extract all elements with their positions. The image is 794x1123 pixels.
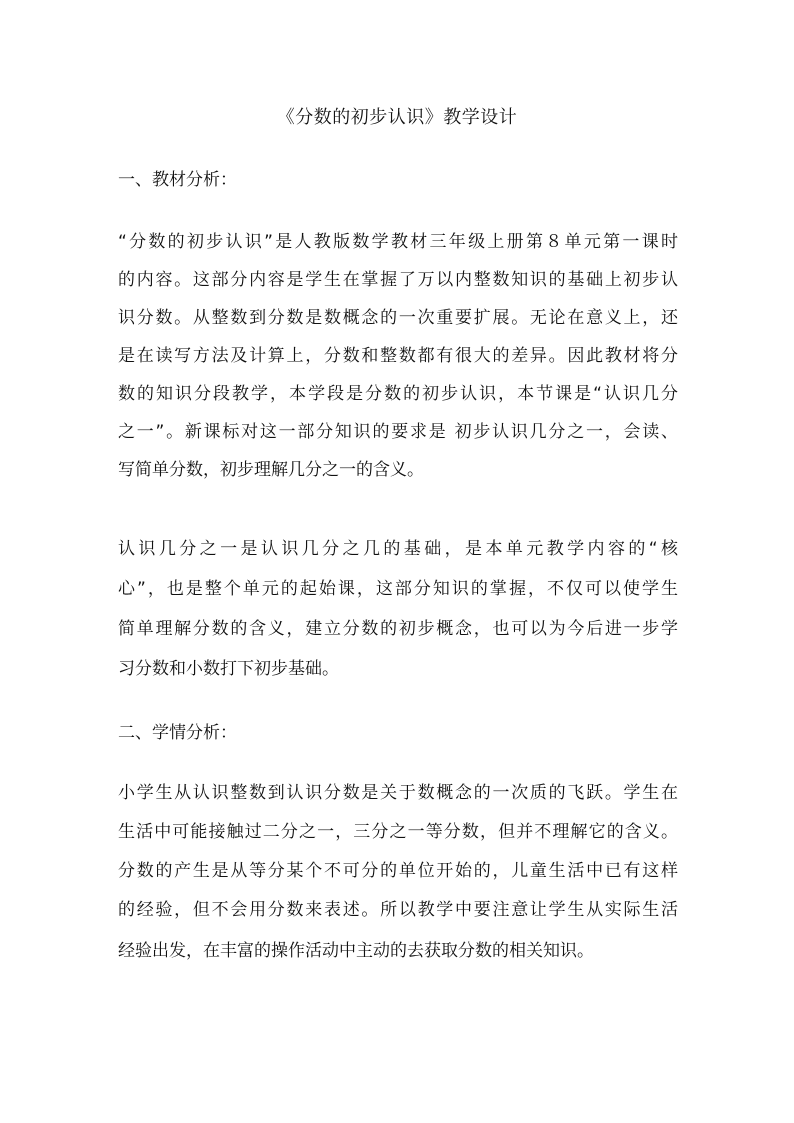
paragraph-line: 是在读写方法及计算上，分数和整数都有很大的差异。因此教材将分 <box>118 346 678 366</box>
paragraph-line: 心”，也是整个单元的起始课，这部分知识的掌握，不仅可以使学生 <box>118 579 678 599</box>
paragraph-line: 认识几分之一是认识几分之几的基础，是本单元教学内容的“核 <box>118 539 678 559</box>
paragraph-line: 的内容。这部分内容是学生在掌握了万以内整数知识的基础上初步认 <box>118 270 678 290</box>
paragraph-line: 识分数。从整数到分数是数概念的一次重要扩展。无论在意义上，还 <box>118 308 678 328</box>
paragraph-line: 数的知识分段教学，本学段是分数的初步认识，本节课是“认识几分 <box>118 384 678 404</box>
paragraph-line: “分数的初步认识”是人教版数学教材三年级上册第８单元第一课时 <box>118 232 678 252</box>
section-heading-learner-analysis: 二、学情分析： <box>118 723 237 743</box>
document-title: 《分数的初步认识》教学设计 <box>276 107 518 128</box>
paragraph-line: 经验出发，在丰富的操作活动中主动的去获取分数的相关知识。 <box>118 941 594 961</box>
paragraph-line: 简单理解分数的含义，建立分数的初步概念，也可以为今后进一步学 <box>118 619 678 639</box>
paragraph-line: 的经验，但不会用分数来表述。所以教学中要注意让学生从实际生活 <box>118 900 678 920</box>
paragraph-line: 之一”。新课标对这一部分知识的要求是 初步认识几分之一，会读、 <box>118 422 678 442</box>
paragraph-line: 写简单分数，初步理解几分之一的含义。 <box>118 460 424 480</box>
paragraph-line: 生活中可能接触过二分之一，三分之一等分数，但并不理解它的含义。 <box>118 822 678 842</box>
paragraph-line: 小学生从认识整数到认识分数是关于数概念的一次质的飞跃。学生在 <box>118 783 678 803</box>
paragraph-line: 习分数和小数打下初步基础。 <box>118 659 339 679</box>
section-heading-textbook-analysis: 一、教材分析： <box>118 170 237 190</box>
paragraph-line: 分数的产生是从等分某个不可分的单位开始的，儿童生活中已有这样 <box>118 861 678 881</box>
